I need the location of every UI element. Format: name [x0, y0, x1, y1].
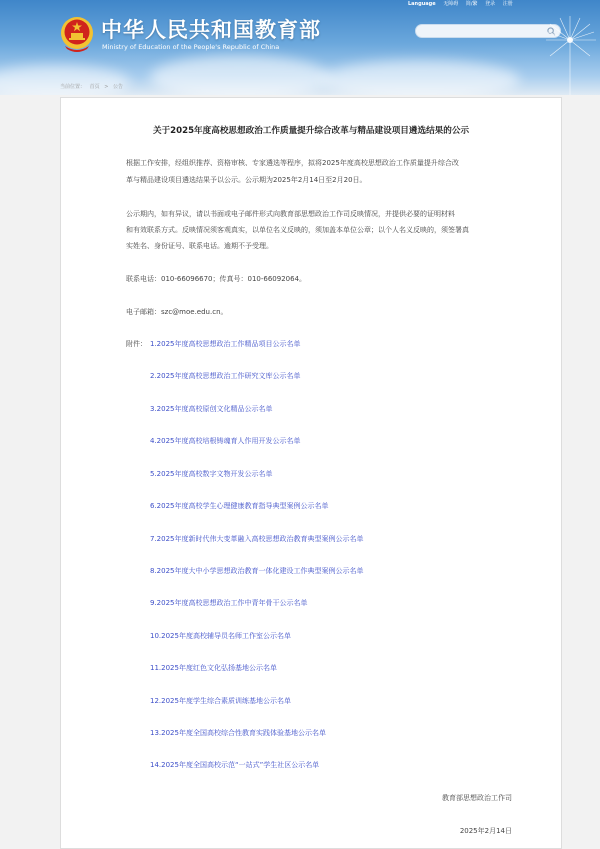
publish-date: 2025年2月14日: [459, 827, 512, 835]
attachment-link-13[interactable]: 13.2025年度全国高校综合性教育实践体验基地公示名单: [150, 729, 326, 737]
signature: 教育部思想政治工作司: [442, 794, 512, 802]
paragraph-2-line-3: 实姓名、身份证号、联系电话。逾期不予受理。: [126, 242, 273, 250]
paragraph-1-line-1: 根据工作安排，经组织推荐、资格审核、专家遴选等程序，拟将2025年度高校思想政治工作质量提升综合改: [126, 159, 459, 167]
attachment-link-5[interactable]: 5.2025年度高校数字文物开发公示名单: [150, 470, 273, 478]
attachment-link-1[interactable]: 1.2025年度高校思想政治工作精品项目公示名单: [150, 340, 301, 348]
breadcrumb-home[interactable]: 首页: [89, 84, 100, 90]
attachment-link-14[interactable]: 14.2025年度全国高校示范“一站式”学生社区公示名单: [150, 761, 320, 769]
site-title[interactable]: 中华人民共和国教育部: [101, 17, 321, 42]
login-link[interactable]: 登录: [485, 1, 496, 7]
breadcrumb-separator: >: [104, 84, 109, 90]
top-links: [408, 0, 519, 8]
search-input[interactable]: [416, 33, 544, 45]
attachment-link-10[interactable]: 10.2025年度高校辅导员名师工作室公示名单: [150, 632, 291, 640]
attachment-link-11[interactable]: 11.2025年度红色文化弘扬基地公示名单: [150, 664, 277, 672]
register-link[interactable]: 注册: [502, 1, 513, 7]
paragraph-2-line-2: 和有效联系方式。反映情况须客观真实，以单位名义反映的，须加盖本单位公章；以个人名义反映的，须签署真: [126, 226, 469, 234]
attachment-link-12[interactable]: 12.2025年度学生综合素质训练基地公示名单: [150, 697, 291, 705]
attachment-link-8[interactable]: 8.2025年度大中小学思想政治教育一体化建设工作典型案例公示名单: [150, 567, 364, 575]
paragraph-2-line-1: 公示期内，如有异议，请以书面或电子邮件形式向教育部思想政治工作司反映情况，并提供必要的证明材料: [126, 210, 455, 218]
site-subtitle: Ministry of Education of the People's Republic of China: [102, 43, 280, 51]
language-link[interactable]: Language: [408, 1, 436, 7]
attachment-link-2[interactable]: 2.2025年度高校思想政治工作研究文库公示名单: [150, 372, 301, 380]
site-header: [0, 0, 600, 95]
attachment-link-7[interactable]: 7.2025年度新时代伟大变革融入高校思想政治教育典型案例公示名单: [150, 535, 364, 543]
attachment-link-9[interactable]: 9.2025年度高校思想政治工作中青年骨干公示名单: [150, 599, 308, 607]
attachment-link-3[interactable]: 3.2025年度高校原创文化精品公示名单: [150, 405, 273, 413]
paragraph-1-line-2: 革与精品建设项目遴选结果予以公示。公示期为2025年2月14日至2月20日。: [126, 176, 367, 184]
breadcrumb-label: 当前位置：: [60, 84, 86, 90]
dandelion-decoration-icon: [540, 10, 600, 95]
accessibility-link[interactable]: 无障碍: [443, 1, 459, 7]
attachment-link-6[interactable]: 6.2025年度高校学生心理健康教育指导典型案例公示名单: [150, 502, 329, 510]
contact-info: 联系电话：010-66096670；传真号：010-66092064。: [126, 275, 307, 283]
simplified-traditional-link[interactable]: 简/繁: [465, 1, 478, 7]
breadcrumb: [60, 83, 126, 90]
article-panel: [60, 97, 562, 849]
national-emblem-icon[interactable]: [60, 16, 94, 52]
attachment-link-4[interactable]: 4.2025年度高校培根铸魂育人作用开发公示名单: [150, 437, 301, 445]
email-info: 电子邮箱：szc@moe.edu.cn。: [126, 308, 228, 316]
article-title: 关于2025年度高校思想政治工作质量提升综合改革与精品建设项目遴选结果的公示: [152, 126, 470, 136]
breadcrumb-current[interactable]: 公告: [113, 84, 124, 90]
attachments-label: 附件：: [126, 340, 147, 348]
